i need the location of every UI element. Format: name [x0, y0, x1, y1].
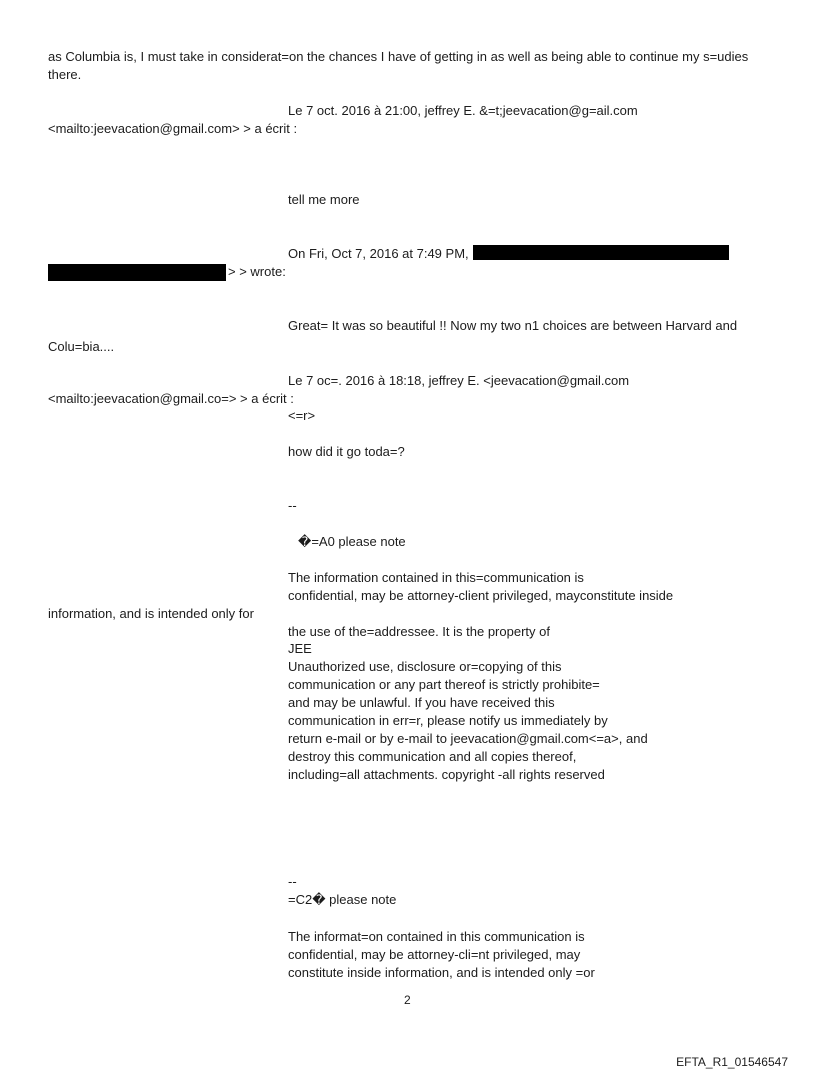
redaction-bar: [48, 264, 226, 281]
body-line: tell me more: [288, 192, 360, 207]
body-line: <=r>: [288, 408, 316, 423]
disclaimer-line: The information contained in this=communication is: [288, 570, 584, 585]
redaction-bar: [473, 245, 729, 260]
body-line: as Columbia is, I must take in considerat=on the chances I have of getting in as well as being able to continue my s=udies: [48, 49, 749, 64]
quoted-header: Le 7 oct. 2016 à 21:00, jeffrey E. &=t;jeevacation@g=ail.com: [288, 103, 638, 118]
disclaimer-line: communication or any part thereof is strictly prohibite=: [288, 677, 600, 692]
quoted-header: <mailto:jeevacation@gmail.com> > a écrit :: [48, 121, 298, 136]
disclaimer-line: communication in err=r, please notify us immediately by: [288, 713, 608, 728]
quoted-header: Le 7 oc=. 2016 à 18:18, jeffrey E. <jeevacation@gmail.com: [288, 373, 630, 388]
disclaimer-line: including=all attachments. copyright -all rights reserved: [288, 767, 605, 782]
disclaimer-line: return e-mail or by e-mail to jeevacation@gmail.com<=a>, and: [288, 731, 648, 746]
disclaimer-line: the use of the=addressee. It is the property of: [288, 624, 550, 639]
signature-separator: --: [288, 498, 297, 513]
page-number: 2: [404, 993, 411, 1007]
disclaimer-line: confidential, may be attorney-client privileged, mayconstitute inside: [288, 588, 674, 603]
quoted-header: > > wrote:: [228, 264, 286, 279]
disclaimer-line: and may be unlawful. If you have received this: [288, 695, 555, 710]
disclaimer-line: JEE: [288, 641, 312, 656]
disclaimer-heading: �=A0 please note: [298, 534, 406, 549]
disclaimer-line: Unauthorized use, disclosure or=copying of this: [288, 659, 562, 674]
body-line: how did it go toda=?: [288, 444, 405, 459]
disclaimer-line: destroy this communication and all copies thereof,: [288, 749, 577, 764]
quoted-header: On Fri, Oct 7, 2016 at 7:49 PM,: [288, 246, 469, 261]
disclaimer-line: The informat=on contained in this communication is: [288, 929, 585, 944]
body-line: Colu=bia....: [48, 339, 115, 354]
disclaimer-line: confidential, may be attorney-cli=nt privileged, may: [288, 947, 581, 962]
document-id: EFTA_R1_01546547: [676, 1055, 788, 1069]
signature-separator: --: [288, 874, 297, 889]
disclaimer-line: information, and is intended only for: [48, 606, 254, 621]
body-line: there.: [48, 67, 82, 82]
disclaimer-line: constitute inside information, and is intended only =or: [288, 965, 595, 980]
disclaimer-heading: =C2� please note: [288, 892, 397, 907]
quoted-header: <mailto:jeevacation@gmail.co=> > a écrit :: [48, 391, 294, 406]
body-line: Great= It was so beautiful !! Now my two n1 choices are between Harvard and: [288, 318, 738, 333]
